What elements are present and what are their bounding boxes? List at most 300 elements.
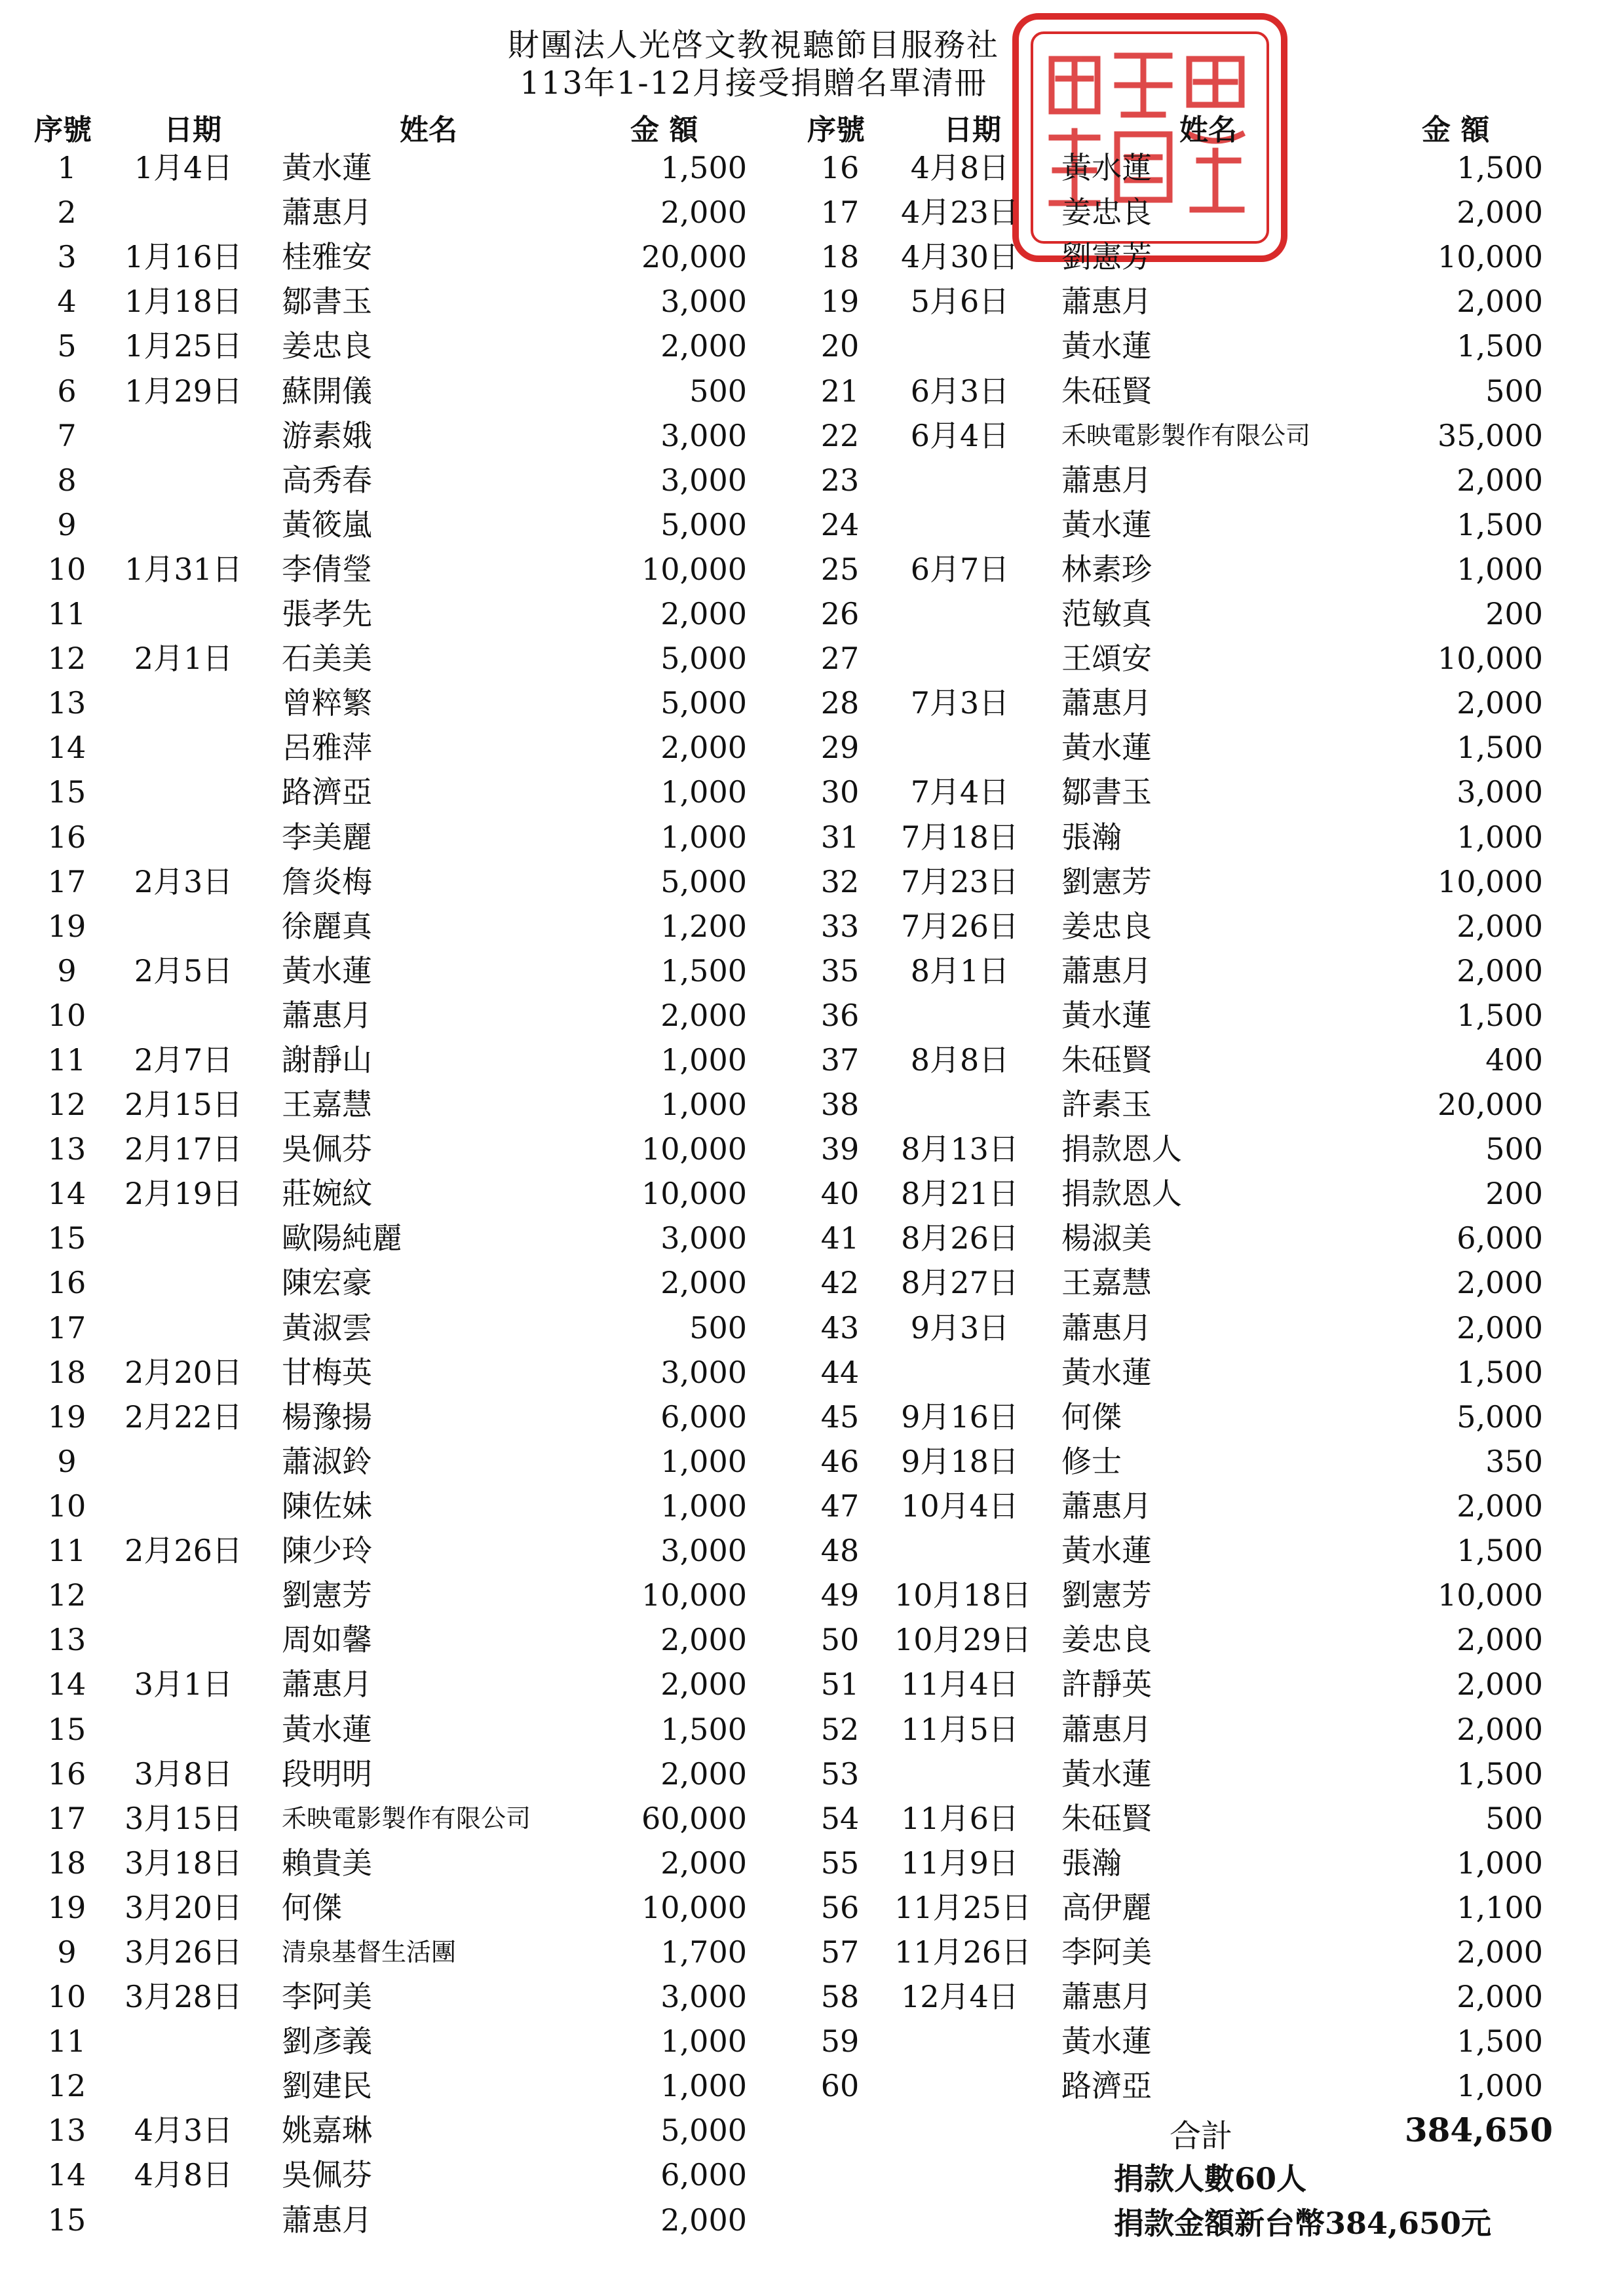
row-date: 6月4日	[910, 418, 1010, 453]
row-date	[118, 190, 249, 235]
row-seq: 13	[47, 685, 86, 721]
row-amount: 60,000	[641, 1801, 747, 1836]
header-name-left: 姓名	[400, 113, 457, 147]
row-date: 11月6日	[901, 1801, 1019, 1836]
row-seq: 10	[47, 552, 86, 587]
row-date: 7月4日	[910, 774, 1010, 810]
row-seq: 51	[820, 1666, 860, 1702]
row-amount: 2,000	[1457, 1622, 1543, 1657]
row-name: 黃水蓮	[1061, 1533, 1152, 1568]
row-seq: 12	[47, 641, 86, 676]
row-seq: 31	[820, 819, 860, 855]
row-name: 李阿美	[282, 1979, 372, 2014]
row-amount: 1,000	[660, 1488, 747, 1524]
row-date: 11月25日	[894, 1890, 1032, 1925]
row-amount: 6,000	[1457, 1220, 1543, 1256]
row-amount: 2,000	[1457, 1712, 1543, 1747]
row-name: 張瀚	[1061, 1845, 1122, 1881]
row-name: 吳佩芬	[282, 1131, 372, 1167]
row-seq: 18	[47, 1845, 86, 1881]
row-amount: 1,100	[1457, 1890, 1543, 1925]
row-amount: 3,000	[660, 1533, 747, 1568]
row-date: 8月8日	[910, 1042, 1010, 1078]
row-amount: 1,500	[660, 953, 747, 988]
row-seq: 11	[47, 2023, 86, 2059]
row-name: 劉彥義	[282, 2023, 372, 2059]
row-name: 李阿美	[1061, 1934, 1152, 1970]
row-amount: 2,000	[1457, 1979, 1543, 2014]
row-amount: 1,500	[1457, 730, 1543, 765]
row-date	[894, 1082, 1025, 1127]
row-name: 賴貴美	[282, 1845, 372, 1881]
row-seq: 19	[47, 1890, 86, 1925]
row-amount: 10,000	[1438, 641, 1543, 676]
row-seq: 3	[57, 239, 77, 274]
total-label: 合計	[1170, 2118, 1233, 2155]
row-seq: 11	[47, 1533, 86, 1568]
row-date	[118, 1260, 249, 1305]
row-name: 路濟亞	[282, 774, 372, 810]
row-name: 范敏真	[1061, 596, 1152, 631]
row-name: 陳佐妹	[282, 1488, 372, 1524]
row-amount: 1,000	[660, 1444, 747, 1479]
row-date: 2月26日	[124, 1533, 242, 1568]
row-date	[894, 1752, 1025, 1796]
row-name: 劉憲芳	[1061, 239, 1152, 274]
row-date: 1月29日	[124, 373, 242, 409]
row-amount: 1,500	[660, 150, 747, 185]
row-date	[118, 458, 249, 502]
row-seq: 27	[820, 641, 860, 676]
row-seq: 6	[57, 373, 77, 409]
row-amount: 10,000	[1438, 864, 1543, 899]
row-name: 黃水蓮	[1061, 730, 1152, 765]
row-seq: 12	[47, 1087, 86, 1122]
row-name: 劉憲芳	[1061, 1577, 1152, 1613]
row-seq: 19	[47, 1399, 86, 1435]
row-date: 1月31日	[124, 552, 242, 587]
row-name: 捐款恩人	[1061, 1131, 1182, 1167]
row-date: 9月3日	[910, 1310, 1010, 1346]
row-date: 1月16日	[124, 239, 242, 274]
row-seq: 7	[57, 418, 77, 453]
row-amount: 20,000	[641, 239, 747, 274]
row-seq: 25	[820, 552, 860, 587]
row-amount: 500	[689, 373, 747, 409]
row-seq: 53	[820, 1756, 860, 1792]
row-amount: 2,000	[1457, 1310, 1543, 1346]
row-seq: 33	[820, 909, 860, 944]
row-name: 李倩瑩	[282, 552, 372, 587]
row-date	[118, 770, 249, 814]
row-seq: 15	[47, 1220, 86, 1256]
row-name: 陳少玲	[282, 1533, 372, 1568]
row-date	[118, 815, 249, 859]
row-name: 蕭惠月	[1061, 1712, 1152, 1747]
row-name: 蕭惠月	[1061, 1979, 1152, 2014]
row-date: 2月19日	[124, 1176, 242, 1211]
row-date: 2月17日	[124, 1131, 242, 1167]
row-name: 莊婉紋	[282, 1176, 372, 1211]
row-amount: 200	[1485, 596, 1543, 631]
row-amount: 1,500	[1457, 1756, 1543, 1792]
row-name: 清泉基督生活團	[282, 1938, 457, 1967]
row-seq: 14	[47, 1666, 86, 1702]
row-seq: 13	[47, 1131, 86, 1167]
row-date	[118, 993, 249, 1038]
row-seq: 18	[820, 239, 860, 274]
row-date: 3月8日	[134, 1756, 233, 1792]
row-amount: 200	[1485, 1176, 1543, 1211]
row-seq: 17	[47, 1801, 86, 1836]
row-date: 8月1日	[910, 953, 1010, 988]
row-seq: 59	[820, 2023, 860, 2059]
row-amount: 2,000	[1457, 685, 1543, 721]
row-amount: 3,000	[660, 1355, 747, 1390]
row-date	[894, 636, 1025, 681]
row-amount: 2,000	[1457, 909, 1543, 944]
row-date	[894, 993, 1025, 1038]
row-name: 詹炎梅	[282, 864, 372, 899]
row-name: 禾映電影製作有限公司	[1061, 421, 1311, 450]
row-name: 王頌安	[1061, 641, 1152, 676]
row-name: 蕭惠月	[282, 195, 372, 230]
row-name: 謝靜山	[282, 1042, 372, 1078]
row-date: 8月13日	[901, 1131, 1019, 1167]
row-seq: 37	[820, 1042, 860, 1078]
row-date: 7月3日	[910, 685, 1010, 721]
row-date: 7月23日	[901, 864, 1019, 899]
row-amount: 2,000	[1457, 195, 1543, 230]
row-seq: 9	[57, 953, 77, 988]
row-seq: 35	[820, 953, 860, 988]
row-amount: 3,000	[660, 1979, 747, 2014]
row-name: 楊豫揚	[282, 1399, 372, 1435]
row-date	[118, 2198, 249, 2242]
row-amount: 2,000	[660, 195, 747, 230]
row-amount: 1,000	[660, 2068, 747, 2103]
row-date	[118, 1573, 249, 1617]
row-date	[118, 2019, 249, 2063]
row-date	[894, 1528, 1025, 1573]
row-name: 黃水蓮	[1061, 1355, 1152, 1390]
row-date: 11月4日	[901, 1666, 1019, 1702]
row-name: 姜忠良	[1061, 1622, 1152, 1657]
row-name: 蕭惠月	[1061, 685, 1152, 721]
row-seq: 54	[820, 1801, 860, 1836]
row-date	[894, 502, 1025, 547]
row-name: 黃淑雲	[282, 1310, 372, 1346]
row-seq: 48	[820, 1533, 860, 1568]
row-amount: 5,000	[660, 864, 747, 899]
row-date: 2月1日	[134, 641, 233, 676]
row-amount: 10,000	[641, 1577, 747, 1613]
row-seq: 11	[47, 1042, 86, 1078]
row-amount: 3,000	[660, 284, 747, 319]
row-amount: 1,500	[1457, 507, 1543, 542]
row-name: 蕭惠月	[1061, 284, 1152, 319]
row-date: 11月5日	[901, 1712, 1019, 1747]
row-date	[118, 1617, 249, 1662]
row-seq: 21	[820, 373, 860, 409]
row-name: 張瀚	[1061, 819, 1122, 855]
row-name: 捐款恩人	[1061, 1176, 1182, 1211]
row-date: 11月26日	[894, 1934, 1032, 1970]
row-date: 3月18日	[124, 1845, 242, 1881]
row-amount: 2,000	[1457, 462, 1543, 498]
row-date	[894, 458, 1025, 502]
row-amount: 1,200	[660, 909, 747, 944]
row-date: 4月8日	[134, 2157, 233, 2192]
row-name: 黃水蓮	[282, 1712, 372, 1747]
row-date: 10月4日	[901, 1488, 1019, 1524]
row-date	[118, 2063, 249, 2108]
row-seq: 40	[820, 1176, 860, 1211]
row-amount: 2,000	[660, 596, 747, 631]
donor-count: 捐款人數60人	[1114, 2161, 1307, 2196]
row-date: 4月3日	[134, 2113, 233, 2148]
row-seq: 5	[57, 328, 77, 364]
row-seq: 19	[820, 284, 860, 319]
row-name: 張孝先	[282, 596, 372, 631]
row-amount: 2,000	[1457, 284, 1543, 319]
row-seq: 4	[57, 284, 77, 319]
row-amount: 1,700	[660, 1934, 747, 1970]
row-date: 7月26日	[901, 909, 1019, 944]
row-amount: 2,000	[660, 2202, 747, 2238]
row-date: 9月18日	[901, 1444, 1019, 1479]
header-amount-left: 金 額	[630, 113, 698, 147]
row-seq: 10	[47, 1979, 86, 2014]
row-name: 甘梅英	[282, 1355, 372, 1390]
row-amount: 1,000	[660, 2023, 747, 2059]
row-amount: 1,500	[1457, 328, 1543, 364]
row-name: 黃水蓮	[1061, 150, 1152, 185]
row-name: 許靜英	[1061, 1666, 1152, 1702]
row-amount: 3,000	[660, 1220, 747, 1256]
row-name: 劉憲芳	[282, 1577, 372, 1613]
row-date: 2月20日	[124, 1355, 242, 1390]
row-date	[118, 1216, 249, 1260]
row-amount: 1,000	[1457, 552, 1543, 587]
row-amount: 500	[689, 1310, 747, 1346]
row-name: 游素娥	[282, 418, 372, 453]
row-amount: 5,000	[660, 685, 747, 721]
row-amount: 6,000	[660, 2157, 747, 2192]
row-date	[118, 413, 249, 458]
row-name: 徐麗真	[282, 909, 372, 944]
row-date	[118, 1439, 249, 1484]
row-name: 鄒書玉	[282, 284, 372, 319]
row-date: 3月28日	[124, 1979, 242, 2014]
row-amount: 5,000	[660, 641, 747, 676]
document-title: 財團法人光啓文教視聽節目服務社	[507, 27, 999, 64]
row-date: 2月3日	[134, 864, 233, 899]
row-name: 高秀春	[282, 462, 372, 498]
row-amount: 10,000	[641, 1890, 747, 1925]
row-amount: 2,000	[660, 1666, 747, 1702]
row-amount: 350	[1485, 1444, 1543, 1479]
row-date: 2月22日	[124, 1399, 242, 1435]
row-date: 6月3日	[910, 373, 1010, 409]
row-amount: 3,000	[1457, 774, 1543, 810]
row-date: 11月9日	[901, 1845, 1019, 1881]
document-subtitle: 113年1-12月接受捐贈名單清冊	[520, 65, 987, 102]
row-amount: 1,500	[1457, 150, 1543, 185]
row-seq: 52	[820, 1712, 860, 1747]
row-seq: 9	[57, 507, 77, 542]
row-amount: 35,000	[1438, 418, 1543, 453]
row-seq: 26	[820, 596, 860, 631]
row-amount: 2,000	[660, 1622, 747, 1657]
row-date	[894, 725, 1025, 770]
row-seq: 60	[820, 2068, 860, 2103]
row-amount: 20,000	[1438, 1087, 1543, 1122]
row-amount: 500	[1485, 1131, 1543, 1167]
row-seq: 45	[820, 1399, 860, 1435]
row-name: 蕭惠月	[282, 1666, 372, 1702]
row-amount: 2,000	[660, 328, 747, 364]
row-seq: 50	[820, 1622, 860, 1657]
row-name: 劉建民	[282, 2068, 372, 2103]
row-date: 1月25日	[124, 328, 242, 364]
row-name: 吳佩芬	[282, 2157, 372, 2192]
row-seq: 58	[820, 1979, 860, 2014]
row-name: 黃筱嵐	[282, 507, 372, 542]
row-name: 蕭淑鈴	[282, 1444, 372, 1479]
row-name: 王嘉慧	[282, 1087, 372, 1122]
row-amount: 2,000	[660, 1265, 747, 1300]
row-amount: 1,000	[1457, 1845, 1543, 1881]
row-name: 路濟亞	[1061, 2068, 1152, 2103]
row-seq: 16	[47, 1265, 86, 1300]
row-seq: 49	[820, 1577, 860, 1613]
row-seq: 39	[820, 1131, 860, 1167]
row-amount: 1,500	[1457, 2023, 1543, 2059]
row-amount: 10,000	[641, 1131, 747, 1167]
row-name: 李美麗	[282, 819, 372, 855]
row-amount: 3,000	[660, 418, 747, 453]
row-date	[118, 681, 249, 725]
row-date	[894, 592, 1025, 636]
row-name: 黃水蓮	[282, 953, 372, 988]
row-name: 黃水蓮	[282, 150, 372, 185]
row-name: 鄒書玉	[1061, 774, 1152, 810]
row-seq: 17	[47, 1310, 86, 1346]
row-amount: 1,500	[1457, 998, 1543, 1033]
row-name: 王嘉慧	[1061, 1265, 1152, 1300]
row-date: 3月1日	[134, 1666, 233, 1702]
row-name: 修士	[1061, 1444, 1122, 1479]
row-date: 10月29日	[894, 1622, 1032, 1657]
row-seq: 23	[820, 462, 860, 498]
row-amount: 1,000	[660, 774, 747, 810]
row-name: 石美美	[282, 641, 372, 676]
row-date	[894, 2063, 1025, 2108]
row-amount: 1,500	[1457, 1355, 1543, 1390]
row-amount: 2,000	[1457, 1488, 1543, 1524]
row-date: 3月20日	[124, 1890, 242, 1925]
row-date: 2月7日	[134, 1042, 233, 1078]
donation-amount-total: 捐款金額新台幣384,650元	[1114, 2206, 1492, 2241]
row-amount: 5,000	[660, 507, 747, 542]
row-date	[118, 1484, 249, 1528]
row-seq: 14	[47, 1176, 86, 1211]
row-name: 姜忠良	[1061, 195, 1152, 230]
row-seq: 36	[820, 998, 860, 1033]
row-amount: 1,500	[660, 1712, 747, 1747]
row-amount: 2,000	[660, 1756, 747, 1792]
row-seq: 38	[820, 1087, 860, 1122]
row-date	[894, 1350, 1025, 1395]
header-seq-left: 序號	[34, 113, 92, 147]
row-name: 蕭惠月	[1061, 1488, 1152, 1524]
row-seq: 17	[820, 195, 860, 230]
row-amount: 500	[1485, 1801, 1543, 1836]
row-date: 4月8日	[910, 150, 1010, 185]
header-date-right: 日期	[943, 113, 1001, 147]
row-amount: 500	[1485, 373, 1543, 409]
row-seq: 1	[57, 150, 77, 185]
row-seq: 46	[820, 1444, 860, 1479]
row-date: 8月26日	[901, 1220, 1019, 1256]
row-date: 4月30日	[901, 239, 1019, 274]
row-date	[118, 1707, 249, 1752]
row-date: 5月6日	[910, 284, 1010, 319]
row-seq: 9	[57, 1934, 77, 1970]
row-amount: 400	[1485, 1042, 1543, 1078]
row-amount: 1,000	[660, 1042, 747, 1078]
row-name: 高伊麗	[1061, 1890, 1152, 1925]
row-seq: 16	[47, 1756, 86, 1792]
row-name: 黃水蓮	[1061, 507, 1152, 542]
row-seq: 14	[47, 730, 86, 765]
row-seq: 12	[47, 2068, 86, 2103]
row-name: 禾映電影製作有限公司	[282, 1804, 531, 1833]
row-seq: 13	[47, 2113, 86, 2148]
row-seq: 16	[47, 819, 86, 855]
row-seq: 20	[820, 328, 860, 364]
row-amount: 10,000	[641, 1176, 747, 1211]
row-date: 8月21日	[901, 1176, 1019, 1211]
row-name: 蕭惠月	[282, 998, 372, 1033]
row-name: 朱砡賢	[1061, 1042, 1152, 1078]
row-seq: 42	[820, 1265, 860, 1300]
header-seq-right: 序號	[807, 113, 865, 147]
row-seq: 18	[47, 1355, 86, 1390]
row-name: 蕭惠月	[1061, 1310, 1152, 1346]
row-date	[894, 2019, 1025, 2063]
row-date: 3月26日	[124, 1934, 242, 1970]
row-name: 陳宏豪	[282, 1265, 372, 1300]
row-amount: 1,000	[1457, 2068, 1543, 2103]
row-seq: 11	[47, 596, 86, 631]
row-amount: 10,000	[641, 552, 747, 587]
row-amount: 1,500	[1457, 1533, 1543, 1568]
row-name: 姜忠良	[1061, 909, 1152, 944]
row-date: 12月4日	[901, 1979, 1019, 2014]
row-amount: 2,000	[1457, 1666, 1543, 1702]
row-name: 黃水蓮	[1061, 1756, 1152, 1792]
row-name: 何傑	[282, 1890, 342, 1925]
row-seq: 16	[820, 150, 860, 185]
row-date	[118, 725, 249, 770]
row-seq: 15	[47, 1712, 86, 1747]
row-name: 蕭惠月	[1061, 953, 1152, 988]
row-name: 周如馨	[282, 1622, 372, 1657]
row-name: 林素珍	[1061, 552, 1152, 587]
row-date: 3月15日	[124, 1801, 242, 1836]
